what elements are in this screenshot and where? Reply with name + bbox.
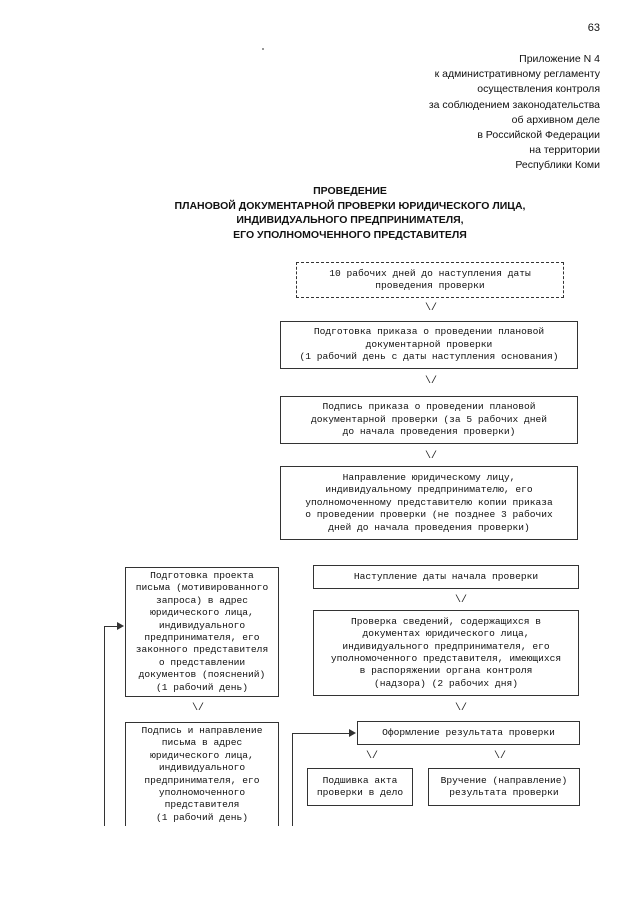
box-line: Направление юридическому лицу, xyxy=(342,471,516,483)
flow-box-send-copy xyxy=(280,466,578,540)
flow-box-ten-days xyxy=(296,262,564,298)
box-line: Подпись приказа о проведении плановой xyxy=(322,401,536,413)
box-line: о проведении проверки (не позднее 3 рабочих xyxy=(305,509,553,521)
box-line: Подшивка акта xyxy=(322,774,398,786)
flow-box-start-date xyxy=(313,565,579,589)
appendix-line: Приложение N 4 xyxy=(519,53,600,65)
title-line: ПРОВЕДЕНИЕ xyxy=(313,185,387,197)
page-number: 63 xyxy=(587,22,600,34)
right-arrow-icon xyxy=(349,729,356,737)
down-arrow-icon: \/ xyxy=(366,751,379,762)
box-line: в распоряжении органа контроля xyxy=(359,665,533,677)
title-line: ПЛАНОВОЙ ДОКУМЕНТАРНОЙ ПРОВЕРКИ ЮРИДИЧЕСКОГО ЛИЦА, xyxy=(174,199,526,212)
box-line: письма (мотивированного xyxy=(135,582,269,594)
scan-speck xyxy=(262,48,264,50)
box-line: Подпись и направление xyxy=(141,724,263,736)
box-line: Подготовка проекта xyxy=(150,569,254,581)
connector-line xyxy=(292,733,349,734)
box-line: документарной проверки (за 5 рабочих дней xyxy=(310,413,548,425)
box-line: индивидуального xyxy=(158,619,246,631)
connector-line xyxy=(292,733,293,826)
box-line: документов (пояснений) xyxy=(138,669,266,681)
box-line: Проверка сведений, содержащихся в xyxy=(351,615,541,627)
box-line: предпринимателя, его xyxy=(144,774,260,786)
flow-box-sign-order xyxy=(280,396,578,444)
down-arrow-icon: \/ xyxy=(455,595,468,606)
down-arrow-icon: \/ xyxy=(425,451,438,462)
box-line: уполномоченного xyxy=(158,786,246,798)
flow-box-file-act xyxy=(307,768,413,806)
box-line: индивидуального предпринимателя, его xyxy=(342,640,550,652)
box-line: документарной проверки xyxy=(365,338,493,350)
box-line: запроса) в адрес xyxy=(155,594,249,606)
appendix-line: к административному регламенту xyxy=(434,68,600,81)
box-line: 10 рабочих дней до наступления даты xyxy=(329,267,531,279)
box-line: результата проверки xyxy=(449,787,559,798)
box-line: Наступление даты начала проверки xyxy=(353,570,539,582)
flow-box-deliver-result xyxy=(428,768,580,806)
connector-line xyxy=(104,626,105,826)
connector-line xyxy=(104,626,118,627)
box-line: (надзора) (2 рабочих дня) xyxy=(374,677,518,689)
title-line: ЕГО УПОЛНОМОЧЕННОГО ПРЕДСТАВИТЕЛЯ xyxy=(233,228,467,241)
appendix-line: в Российской Федерации xyxy=(477,129,600,142)
appendix-line: об архивном деле xyxy=(511,113,600,126)
down-arrow-icon: \/ xyxy=(425,303,438,314)
appendix-header xyxy=(360,52,600,174)
box-line: проверки в дело xyxy=(316,787,404,798)
appendix-line: за соблюдением законодательства xyxy=(428,98,600,111)
box-line: представителя xyxy=(164,799,240,811)
page-title xyxy=(140,184,560,242)
box-line: документах юридического лица, xyxy=(362,628,530,640)
box-line: юридического лица, xyxy=(150,749,254,761)
down-arrow-icon: \/ xyxy=(494,751,507,762)
box-line: уполномоченному представителю копии приказа xyxy=(305,496,553,508)
box-line: (1 рабочий день с даты наступления основания) xyxy=(299,351,559,363)
right-arrow-icon xyxy=(117,622,124,630)
box-line: юридического лица, xyxy=(150,607,254,619)
flow-box-verify-data xyxy=(313,610,579,696)
flow-box-result xyxy=(357,721,580,745)
box-line: уполномоченного представителя, имеющихся xyxy=(330,653,562,664)
box-line: Оформление результата проверки xyxy=(382,726,555,738)
appendix-line: осуществления контроля xyxy=(477,83,600,96)
box-line: письма в адрес xyxy=(161,737,243,749)
box-line: (1 рабочий день) xyxy=(155,681,249,693)
appendix-line: на территории xyxy=(529,144,600,157)
flow-box-sign-letter xyxy=(125,722,279,826)
box-line: до начала проведения проверки) xyxy=(342,426,516,438)
box-line: Вручение (направление) xyxy=(440,774,568,786)
down-arrow-icon: \/ xyxy=(455,703,468,714)
flow-box-prepare-order xyxy=(280,321,578,369)
down-arrow-icon: \/ xyxy=(192,703,205,714)
box-line: законного представителя xyxy=(135,644,269,656)
box-line: проведения проверки xyxy=(375,280,485,291)
box-line: о представлении xyxy=(158,656,246,668)
flow-box-prepare-letter xyxy=(125,567,279,697)
title-line: ИНДИВИДУАЛЬНОГО ПРЕДПРИНИМАТЕЛЯ, xyxy=(236,214,464,227)
box-line: предпринимателя, его xyxy=(144,632,260,643)
box-line: дней до начала проведения проверки) xyxy=(328,521,530,533)
box-line: индивидуального xyxy=(158,762,246,774)
down-arrow-icon: \/ xyxy=(425,376,438,387)
box-line: (1 рабочий день) xyxy=(155,811,249,823)
box-line: индивидуальному предпринимателю, его xyxy=(325,484,533,496)
box-line: Подготовка приказа о проведении плановой xyxy=(313,326,545,338)
appendix-line: Республики Коми xyxy=(515,159,600,172)
